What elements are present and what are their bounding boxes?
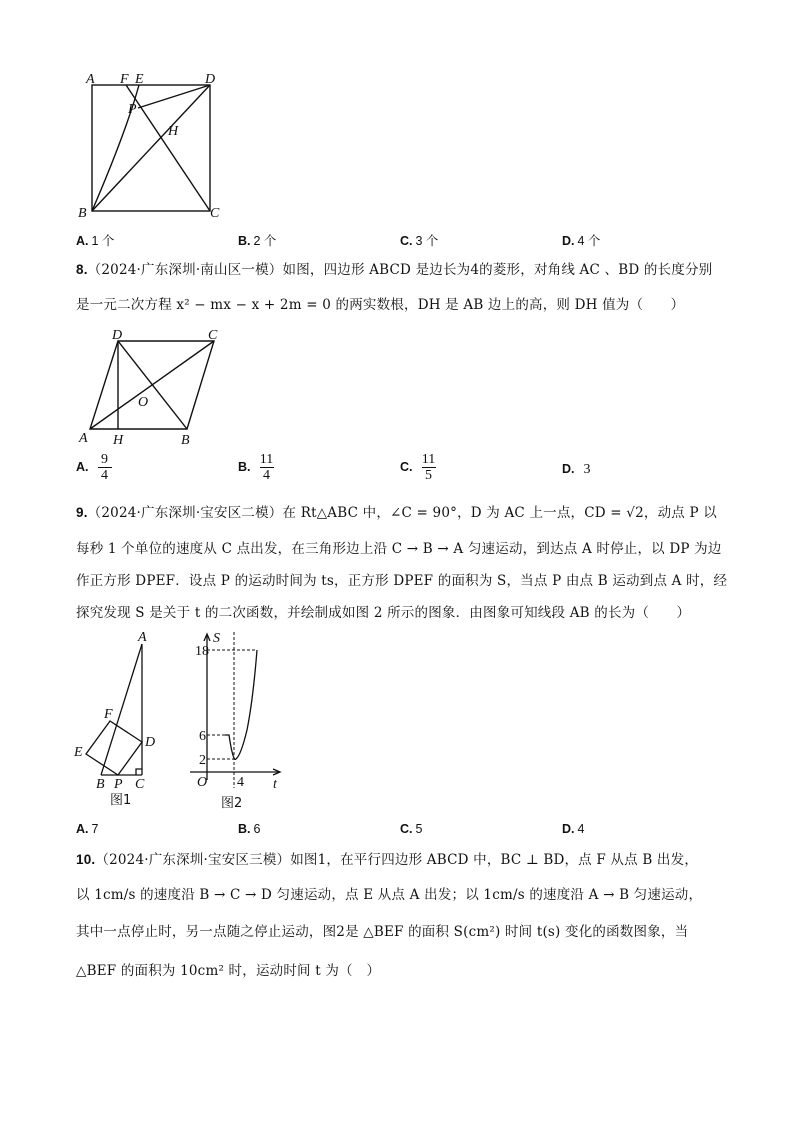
- q9-figure1-triangle: [72, 630, 168, 790]
- svg-text:H: H: [168, 124, 179, 139]
- svg-text:D: D: [112, 328, 123, 343]
- q9-figure2-caption: 图2: [221, 796, 243, 811]
- q8-text-line1: 8.（2024·广东深圳·南山区一模）如图，四边形 ABCD 是边长为4的菱形，对角线 AC 、BD 的长度分别: [76, 262, 713, 278]
- q9-text-line2: 每秒 1 个单位的速度从 C 点出发，在三角形边上沿 C → B → A 匀速运动，到达点 A 时停止，以 DP 为边: [76, 541, 722, 557]
- svg-text:18: 18: [195, 644, 209, 659]
- svg-text:A: A: [138, 630, 147, 645]
- svg-text:O: O: [138, 395, 149, 410]
- q9-figure2-graph: [185, 630, 285, 790]
- svg-text:P: P: [114, 777, 123, 790]
- q9-option-c[interactable]: C. 5: [400, 822, 423, 836]
- svg-text:C: C: [208, 328, 218, 343]
- q10-text-line4: △BEF 的面积为 10cm² 时，运动时间 t 为（ ）: [76, 963, 381, 979]
- svg-text:P: P: [128, 102, 137, 117]
- q8-option-c[interactable]: C. $\frac{11}{5}$: [400, 452, 436, 483]
- svg-text:B: B: [96, 777, 105, 790]
- q9-text-line1: 9.（2024·广东深圳·宝安区二模）在 Rt△ABC 中，∠C = 90°，D 为 AC 上一点，CD = √2，动点 P 以: [76, 505, 717, 521]
- q8-option-a[interactable]: A. $\frac{9}{4}$: [76, 452, 112, 483]
- svg-text:t: t: [273, 777, 277, 790]
- svg-text:6: 6: [199, 729, 206, 744]
- q9-option-a[interactable]: A. 7: [76, 822, 99, 836]
- q7-option-a[interactable]: A. 1 个: [76, 234, 115, 248]
- q8-number: 8.: [76, 262, 88, 277]
- svg-text:A: A: [79, 431, 88, 446]
- q8-rhombus-figure: [76, 328, 226, 448]
- q7-option-b[interactable]: B. 2 个: [238, 234, 277, 248]
- q9-number: 9.: [76, 505, 88, 520]
- svg-text:E: E: [74, 745, 83, 760]
- q9-text-line3: 作正方形 DPEF．设点 P 的运动时间为 ts，正方形 DPEF 的面积为 S，当点 P 由点 B 运动到点 A 时，经: [76, 573, 728, 589]
- svg-text:E: E: [135, 72, 144, 87]
- fraction: $\frac{11}{5}$: [421, 452, 436, 483]
- q7-option-c[interactable]: C. 3 个: [400, 234, 439, 248]
- q9-figure1-caption: 图1: [110, 793, 132, 808]
- q8-option-d[interactable]: D. 3: [562, 462, 591, 477]
- svg-text:D: D: [205, 72, 216, 87]
- q10-text-line1: 10.（2024·广东深圳·宝安区三模）如图1，在平行四边形 ABCD 中，BC ⊥ BD，点 F 从点 B 出发，: [76, 852, 699, 868]
- q9-text-line4: 探究发现 S 是关于 t 的二次函数，并绘制成如图 2 所示的图象．由图象可知线段 AB 的长为（ ）: [76, 605, 691, 621]
- fraction: $\frac{11}{4}$: [259, 452, 274, 483]
- svg-text:F: F: [104, 707, 113, 722]
- svg-text:2: 2: [199, 753, 206, 768]
- svg-text:C: C: [135, 777, 145, 790]
- svg-text:F: F: [120, 72, 129, 87]
- svg-text:H: H: [113, 433, 124, 448]
- q7-option-d[interactable]: D. 4 个: [562, 234, 601, 248]
- q10-text-line3: 其中一点停止时，另一点随之停止运动，图2是 △BEF 的面积 S(cm²) 时间 t(s) 变化的函数图象，当: [76, 924, 689, 940]
- svg-text:B: B: [181, 433, 190, 448]
- q9-option-b[interactable]: B. 6: [238, 822, 261, 836]
- svg-text:D: D: [145, 735, 156, 750]
- q8-text-line2: 是一元二次方程 x² − mx − x + 2m = 0 的两实数根，DH 是 AB 边上的高，则 DH 值为（ ）: [76, 297, 685, 313]
- fraction: $\frac{9}{4}$: [98, 452, 112, 483]
- svg-text:B: B: [78, 206, 87, 221]
- svg-text:O: O: [197, 775, 208, 790]
- q10-number: 10.: [76, 852, 96, 867]
- svg-text:4: 4: [237, 775, 244, 790]
- label-A: A: [86, 72, 95, 87]
- q7-square-figure: [76, 72, 236, 222]
- q8-option-b[interactable]: B. $\frac{11}{4}$: [238, 452, 274, 483]
- q9-option-d[interactable]: D. 4: [562, 822, 585, 836]
- svg-text:C: C: [210, 206, 220, 221]
- svg-text:S: S: [213, 631, 220, 646]
- q10-text-line2: 以 1cm/s 的速度沿 B → C → D 匀速运动，点 E 从点 A 出发；以 1cm/s 的速度沿 A → B 匀速运动，: [76, 887, 703, 903]
